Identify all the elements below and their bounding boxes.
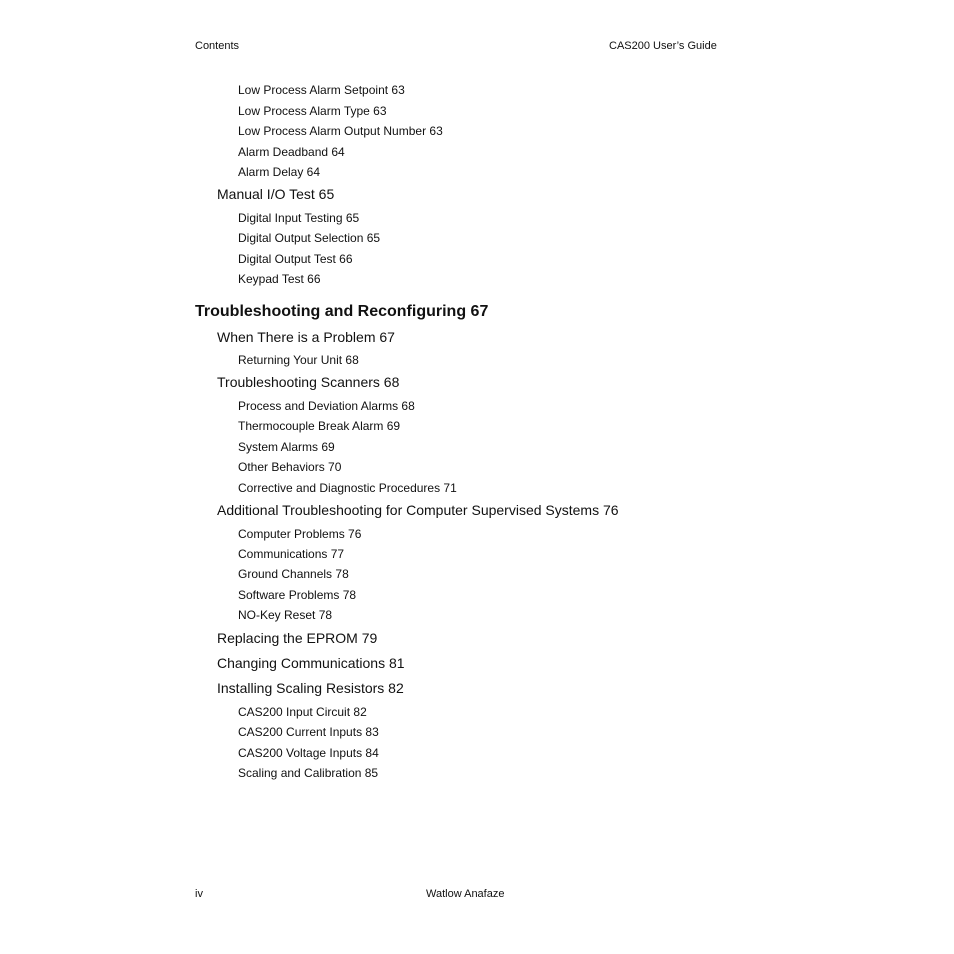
toc-subsection-entry: Corrective and Diagnostic Procedures 71 bbox=[238, 481, 457, 495]
toc-subsection-entry: Communications 77 bbox=[238, 547, 345, 561]
toc-subsection-entry: Low Process Alarm Type 63 bbox=[238, 104, 387, 118]
toc-subsection-entry: Low Process Alarm Setpoint 63 bbox=[238, 83, 405, 97]
toc-subsection-entry: Ground Channels 78 bbox=[238, 567, 349, 581]
toc-subsection-entry: Scaling and Calibration 85 bbox=[238, 766, 379, 780]
toc-section-entry: Installing Scaling Resistors 82 bbox=[217, 680, 404, 696]
toc-subsection-entry: Process and Deviation Alarms 68 bbox=[238, 399, 415, 413]
toc-subsection-entry: Digital Output Test 66 bbox=[238, 252, 353, 266]
toc-section-entry: Replacing the EPROM 79 bbox=[217, 630, 378, 646]
toc-section-entry: Troubleshooting Scanners 68 bbox=[217, 374, 400, 390]
toc-chapter-entry: Troubleshooting and Reconfiguring 67 bbox=[195, 303, 489, 320]
toc-subsection-entry: Alarm Deadband 64 bbox=[238, 145, 345, 159]
toc-subsection-entry: System Alarms 69 bbox=[238, 440, 335, 454]
page-number: iv bbox=[195, 888, 203, 900]
toc-subsection-entry: CAS200 Voltage Inputs 84 bbox=[238, 746, 379, 760]
toc-subsection-entry: Other Behaviors 70 bbox=[238, 460, 342, 474]
toc-subsection-entry: Keypad Test 66 bbox=[238, 272, 321, 286]
toc-subsection-entry: Digital Input Testing 65 bbox=[238, 211, 360, 225]
toc-subsection-entry: CAS200 Input Circuit 82 bbox=[238, 705, 367, 719]
toc-subsection-entry: Returning Your Unit 68 bbox=[238, 353, 359, 367]
toc-section-entry: Additional Troubleshooting for Computer Supervised Systems 76 bbox=[217, 502, 619, 518]
toc-subsection-entry: Digital Output Selection 65 bbox=[238, 231, 381, 245]
toc-subsection-entry: CAS200 Current Inputs 83 bbox=[238, 725, 379, 739]
running-header-right: CAS200 User’s Guide bbox=[609, 40, 717, 52]
toc-subsection-entry: Alarm Delay 64 bbox=[238, 165, 321, 179]
toc-section-entry: When There is a Problem 67 bbox=[217, 329, 395, 345]
toc-subsection-entry: Thermocouple Break Alarm 69 bbox=[238, 419, 401, 433]
toc-subsection-entry: NO-Key Reset 78 bbox=[238, 608, 333, 622]
toc-subsection-entry: Software Problems 78 bbox=[238, 588, 357, 602]
toc-subsection-entry: Low Process Alarm Output Number 63 bbox=[238, 124, 443, 138]
running-header-left: Contents bbox=[195, 40, 240, 52]
toc-section-entry: Manual I/O Test 65 bbox=[217, 186, 335, 202]
toc-subsection-entry: Computer Problems 76 bbox=[238, 527, 362, 541]
footer-publisher: Watlow Anafaze bbox=[426, 888, 505, 900]
toc-section-entry: Changing Communications 81 bbox=[217, 655, 405, 671]
